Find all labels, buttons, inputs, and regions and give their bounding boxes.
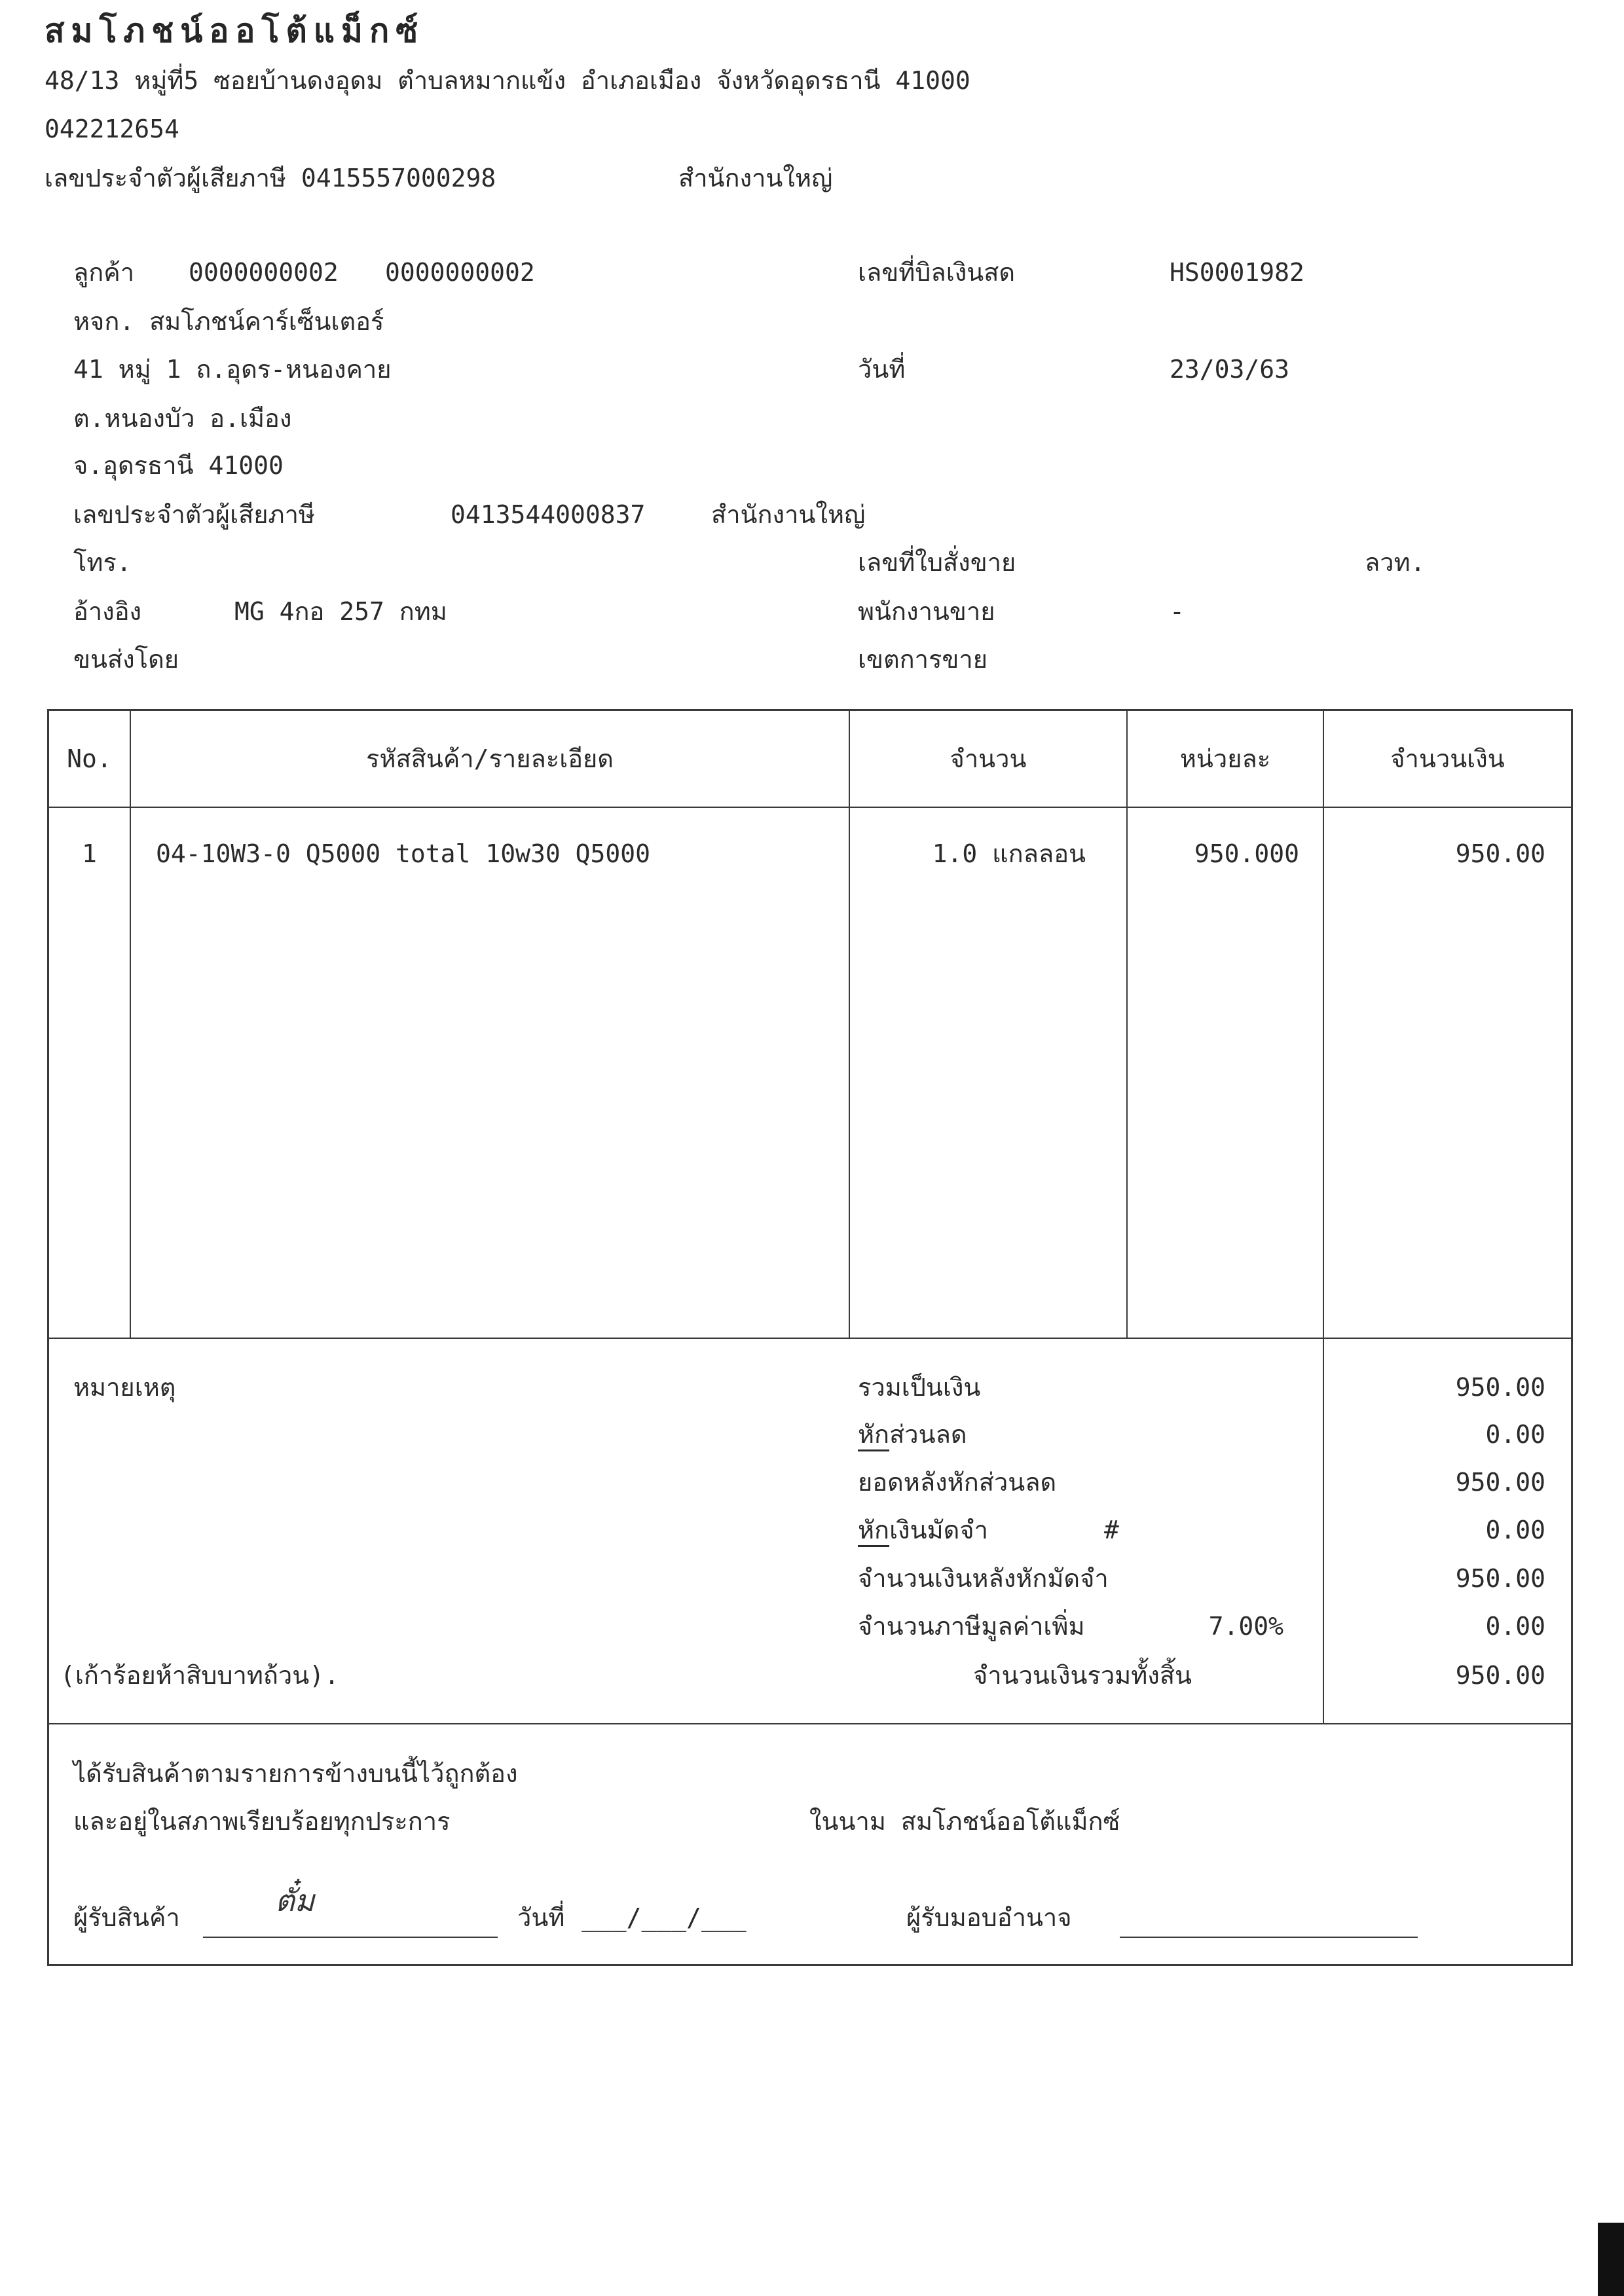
- customer-phone-label: โทร.: [73, 548, 132, 577]
- receiver-signature: ตั๋ม: [275, 1883, 315, 1918]
- discount-label: [858, 1422, 967, 1447]
- invoice-date: 23/03/63: [1170, 355, 1290, 384]
- customer-name: หจก. สมโภชน์คาร์เซ็นเตอร์: [73, 307, 384, 336]
- remark-label: หมายเหตุ: [73, 1373, 176, 1402]
- customer-code-1: 0000000002: [189, 258, 339, 287]
- discount-text: ส่วนลด: [889, 1420, 967, 1449]
- header-unit-price: หน่วยละ: [1179, 744, 1271, 773]
- header-no: No.: [67, 744, 112, 773]
- receiver-label: ผู้รับสินค้า: [73, 1903, 180, 1932]
- deposit-prefix: หัก: [858, 1516, 890, 1544]
- after-deposit-label: จำนวนเงินหลังหักมัดจำ: [858, 1564, 1109, 1593]
- header-quantity: จำนวน: [950, 744, 1027, 773]
- order-extra: ลวท.: [1365, 548, 1426, 577]
- on-behalf-of: ในนาม สมโภชน์ออโต้แม็กซ์: [809, 1807, 1120, 1836]
- customer-tax-id: 0413544000837: [451, 500, 646, 529]
- receive-date-blank: ___/___/___: [581, 1903, 747, 1932]
- row-number: 1: [82, 839, 97, 868]
- company-tax-id: เลขประจำตัวผู้เสียภาษี 0415557000298: [45, 164, 496, 192]
- deposit-label: [858, 1518, 988, 1542]
- customer-code-2: 0000000002: [385, 258, 535, 287]
- received-statement-line-2: และอยู่ในสภาพเรียบร้อยทุกประการ: [73, 1807, 451, 1836]
- receive-date-label: วันที่: [517, 1903, 565, 1932]
- customer-address-1: 41 หมู่ 1 ถ.อุดร-หนองคาย: [73, 355, 392, 384]
- vat-label: จำนวนภาษีมูลค่าเพิ่ม: [858, 1612, 1085, 1641]
- customer-address-3: จ.อุดรธานี 41000: [73, 451, 284, 480]
- order-number-label: เลขที่ใบสั่งขาย: [858, 548, 1016, 577]
- received-statement-line-1: ได้รับสินค้าตามรายการข้างบนนี้ไว้ถูกต้อง: [73, 1759, 518, 1788]
- company-phone: 042212654: [45, 115, 179, 143]
- company-name: สมโภชน์ออโต้แม็กซ์: [45, 11, 425, 50]
- header-amount: จำนวนเงิน: [1390, 744, 1505, 773]
- scan-edge-mark: [1598, 2223, 1624, 2296]
- reference-value: MG 4กอ 257 กทม: [234, 597, 447, 626]
- vat-value: 0.00: [1485, 1612, 1545, 1641]
- shipping-label: ขนส่งโดย: [73, 645, 179, 674]
- bill-number-label: เลขที่บิลเงินสด: [858, 258, 1016, 287]
- company-address: 48/13 หมู่ที่5 ซอยบ้านดงอุดม ตำบลหมากแข้ง อำเภอเมือง จังหวัดอุดรธานี 41000: [45, 66, 970, 95]
- invoice-date-label: วันที่: [858, 355, 906, 384]
- reference-label: อ้างอิง: [73, 597, 142, 626]
- row-description: 04-10W3-0 Q5000 total 10w30 Q5000: [156, 839, 650, 868]
- company-branch: สำนักงานใหญ่: [678, 164, 833, 192]
- customer-label: ลูกค้า: [73, 258, 135, 287]
- deposit-mark: #: [1104, 1516, 1119, 1544]
- customer-branch: สำนักงานใหญ่: [711, 500, 866, 529]
- subtotal-value: 950.00: [1455, 1373, 1545, 1402]
- row-unit-price: 950.000: [1194, 839, 1299, 868]
- discount-value: 0.00: [1485, 1420, 1545, 1449]
- row-quantity: 1.0 แกลลอน: [932, 839, 1086, 868]
- sales-area-label: เขตการขาย: [858, 645, 987, 674]
- vat-rate: 7.00%: [1208, 1612, 1283, 1641]
- salesperson-value: -: [1170, 597, 1185, 626]
- header-description: รหัสสินค้า/รายละเอียด: [366, 744, 614, 773]
- deposit-value: 0.00: [1485, 1516, 1545, 1544]
- grand-total-value: 950.00: [1455, 1661, 1545, 1690]
- after-deposit-value: 950.00: [1455, 1564, 1545, 1593]
- bill-number: HS0001982: [1170, 258, 1304, 287]
- authorized-signature-line: [1120, 1937, 1418, 1938]
- after-discount-value: 950.00: [1455, 1468, 1545, 1497]
- authorized-label: ผู้รับมอบอำนาจ: [906, 1903, 1072, 1932]
- after-discount-label: ยอดหลังหักส่วนลด: [858, 1468, 1057, 1497]
- salesperson-label: พนักงานขาย: [858, 597, 995, 626]
- subtotal-label: รวมเป็นเงิน: [858, 1373, 981, 1402]
- receiver-signature-line: [203, 1937, 498, 1938]
- customer-tax-label: เลขประจำตัวผู้เสียภาษี: [73, 500, 315, 529]
- deposit-text: เงินมัดจำ: [889, 1516, 988, 1544]
- customer-address-2: ต.หนองบัว อ.เมือง: [73, 404, 292, 433]
- row-amount: 950.00: [1455, 839, 1545, 868]
- amount-in-words: (เก้าร้อยห้าสิบบาทถ้วน).: [60, 1661, 339, 1690]
- discount-prefix: หัก: [858, 1420, 890, 1449]
- grand-total-label: จำนวนเงินรวมทั้งสิ้น: [973, 1661, 1192, 1690]
